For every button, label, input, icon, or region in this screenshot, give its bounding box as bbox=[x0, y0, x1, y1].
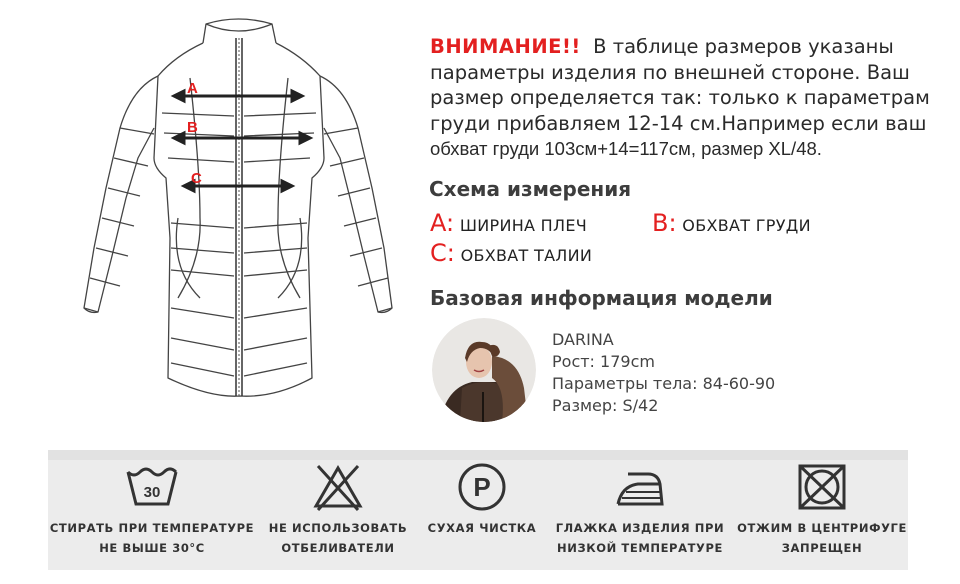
model-size: Размер: S/42 bbox=[552, 396, 659, 415]
notice-line-5: обхват груди 103см+14=117см, размер XL/48. bbox=[430, 138, 822, 159]
notice-line-2: параметры изделия по внешней стороне. Ваш bbox=[430, 60, 910, 84]
care-band-top bbox=[48, 450, 908, 460]
notice-line-1 bbox=[430, 34, 930, 60]
model-info-title: Базовая информация модели bbox=[430, 286, 773, 310]
dry-clean-icon bbox=[454, 462, 510, 512]
legend-c bbox=[430, 239, 592, 267]
dry-clean-letter: P bbox=[473, 472, 491, 502]
legend-b-label: ОБХВАТ ГРУДИ bbox=[682, 216, 811, 235]
iron-low-icon bbox=[612, 462, 668, 512]
legend-c-label: ОБХВАТ ТАЛИИ bbox=[460, 246, 593, 265]
legend-a bbox=[430, 209, 587, 237]
wash-label-2: НЕ ВЫШЕ 30°C bbox=[99, 541, 205, 555]
care-wash bbox=[48, 462, 256, 558]
model-name: DARINA bbox=[552, 330, 614, 349]
care-bleach bbox=[260, 462, 416, 558]
model-photo bbox=[432, 318, 536, 422]
model-info bbox=[552, 329, 775, 417]
warning-label: ВНИМАНИЕ!! bbox=[430, 35, 581, 58]
care-spin bbox=[736, 462, 908, 558]
legend-b-key: B: bbox=[652, 209, 677, 237]
diagram-label-a: A bbox=[187, 80, 198, 97]
notice-line-4: груди прибавляем 12-14 см.Например если ваш bbox=[430, 111, 927, 135]
legend-a-label: ШИРИНА ПЛЕЧ bbox=[459, 216, 588, 235]
notice-text-1: В таблице размеров указаны bbox=[593, 35, 894, 58]
care-iron bbox=[548, 462, 732, 558]
wash-label-1: СТИРАТЬ ПРИ ТЕМПЕРАТУРЕ bbox=[49, 521, 255, 535]
wash-30-icon bbox=[124, 462, 180, 512]
legend-a-key: A: bbox=[430, 209, 455, 237]
iron-label-1: ГЛАЖКА ИЗДЕЛИЯ ПРИ bbox=[555, 521, 725, 535]
coat-measurement-diagram bbox=[50, 8, 410, 408]
iron-label-2: НИЗКОЙ ТЕМПЕРАТУРЕ bbox=[557, 541, 723, 555]
model-height: Рост: 179cm bbox=[552, 352, 655, 371]
wash-temp: 30 bbox=[143, 484, 161, 501]
scheme-title: Схема измерения bbox=[429, 177, 632, 201]
spin-label-1: ОТЖИМ В ЦЕНТРИФУГЕ bbox=[737, 521, 907, 535]
no-tumble-dry-icon bbox=[794, 462, 850, 512]
legend-b bbox=[652, 209, 811, 237]
spin-label-2: ЗАПРЕЩЕН bbox=[781, 541, 863, 555]
diagram-label-c: C bbox=[191, 170, 202, 187]
legend-c-key: C: bbox=[430, 239, 455, 267]
model-body-params: Параметры тела: 84-60-90 bbox=[552, 374, 776, 393]
notice-line-3: размер определяется так: только к параметрам bbox=[430, 86, 930, 109]
dry-clean-label: СУХАЯ ЧИСТКА bbox=[427, 521, 537, 535]
diagram-label-b: B bbox=[187, 119, 198, 136]
bleach-label-1: НЕ ИСПОЛЬЗОВАТЬ bbox=[268, 521, 408, 535]
care-dry-clean bbox=[420, 462, 544, 538]
size-notice bbox=[430, 34, 930, 162]
bleach-label-2: ОТБЕЛИВАТЕЛИ bbox=[281, 541, 395, 555]
no-bleach-icon bbox=[310, 462, 366, 512]
